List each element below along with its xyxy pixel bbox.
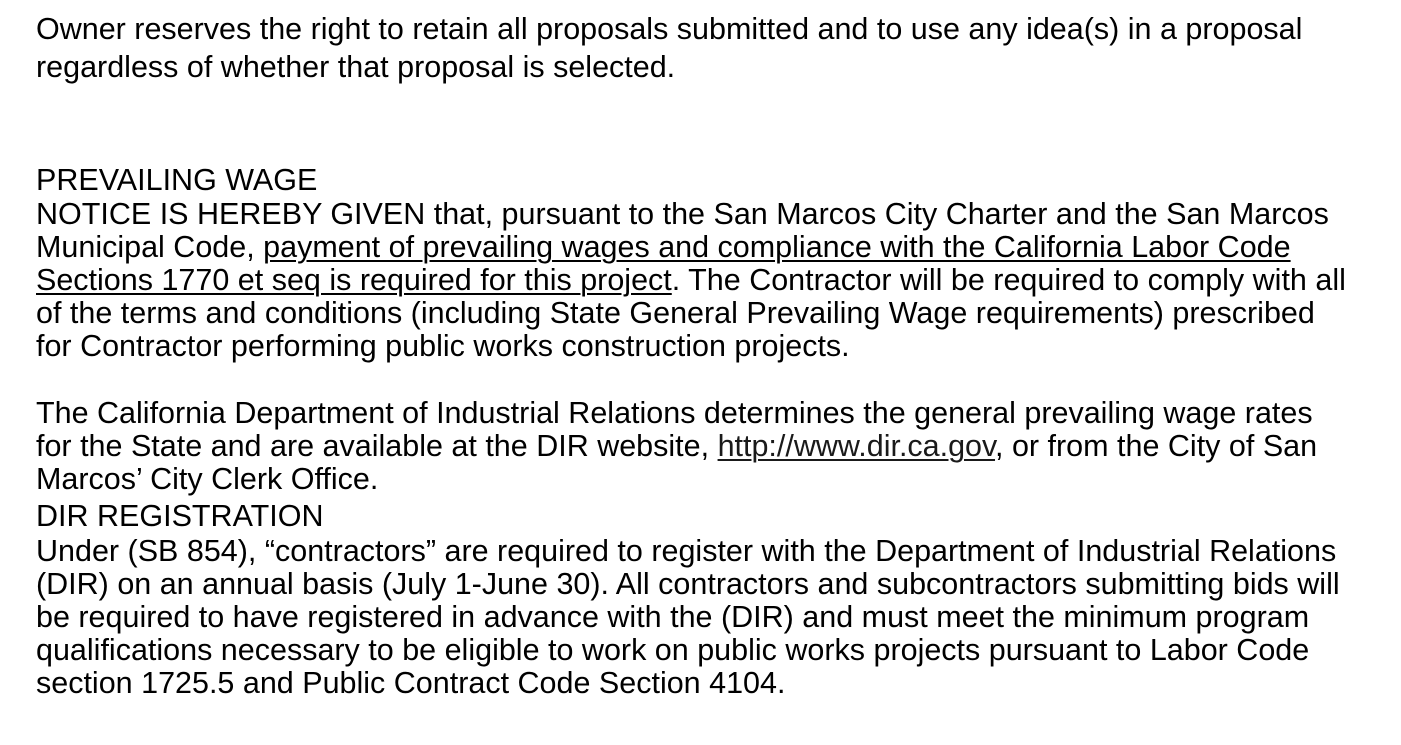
notice-text-end: . The Contractor will be required to comply with all of the terms and conditions (including State General Prevailing Wage requirements) prescribed for Contractor performing public works construction projects. [36, 263, 1346, 364]
dir-registration-heading: DIR REGISTRATION [36, 499, 324, 533]
prevailing-wage-notice-paragraph [36, 198, 1356, 363]
dir-website-link[interactable]: http://www.dir.ca.gov [717, 429, 996, 464]
intro-paragraph: Owner reserves the right to retain all proposals submitted and to use any idea(s) in a proposal regardless of whether that proposal is selected. [36, 12, 1303, 84]
dir-registration-paragraph: Under (SB 854), “contractors” are required to register with the Department of Industrial Relations (DIR) on an annual basis (July 1-June 30). All contractors and subcontractors submitting bids will be required to have registered in advance with the (DIR) and must meet the minimum program qualifications necessary to be eligible to work on public works projects pursuant to Labor Code section 1725.5 and Public Contract Code Section 4104. [36, 534, 1340, 701]
dir-text-start: The California Department of Industrial Relations determines the general prevailing wage rates for the State and are available at the DIR website, [36, 396, 1313, 464]
dir-wage-rates-paragraph [36, 397, 1356, 496]
prevailing-wage-heading: PREVAILING WAGE [36, 163, 318, 197]
notice-underlined-requirement: payment of prevailing wages and compliance with the California Labor Code Sections 1770 et seq is required for this project [36, 230, 1291, 298]
notice-text-start: NOTICE IS HEREBY GIVEN that, pursuant to the San Marcos City Charter and the San Marcos Municipal Code, [36, 197, 1329, 265]
dir-text-end: , or from the City of San Marcos’ City Clerk Office. [36, 429, 1318, 497]
